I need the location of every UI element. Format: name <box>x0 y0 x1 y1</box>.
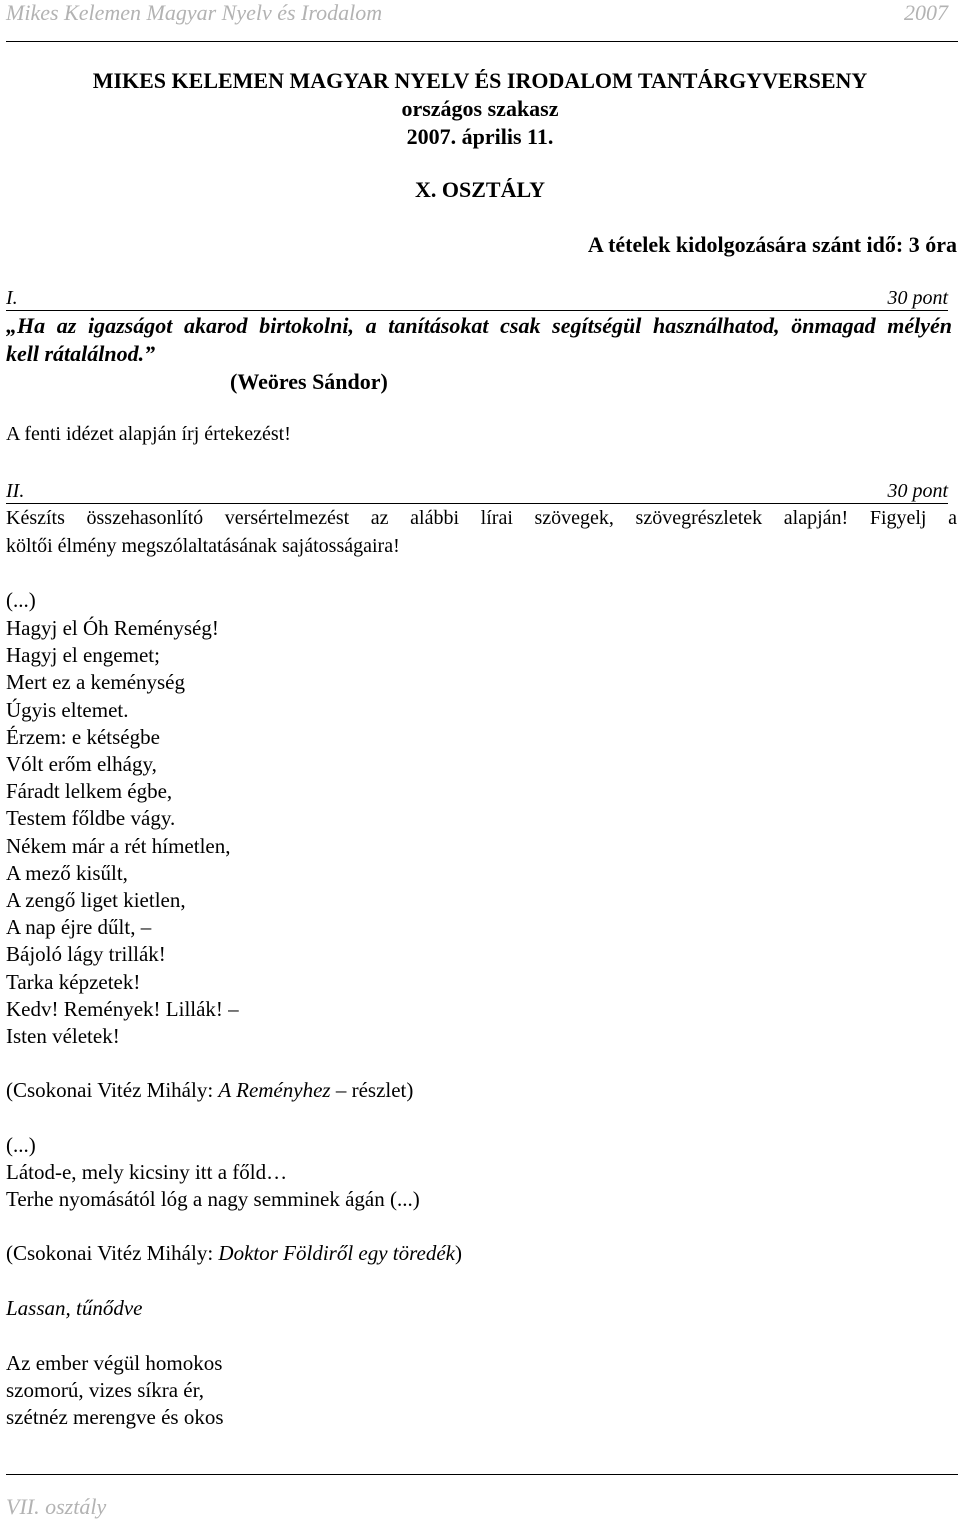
poem-line: A mező kisűlt, <box>6 860 128 885</box>
section1-points: 30 pont <box>887 287 948 309</box>
section1-quote-line2: kell rátalálnod.” <box>6 341 156 366</box>
poem2-source-title: Doktor Földiről egy töredék <box>218 1241 455 1265</box>
poem-line: Fáradt lelkem égbe, <box>6 779 173 804</box>
poem1-body <box>6 615 239 1050</box>
poem2-source-suffix: ) <box>455 1241 462 1265</box>
footer-label: VII. osztály <box>6 1494 107 1519</box>
poem-line: Látod-e, mely kicsiny itt a főld… <box>6 1160 288 1184</box>
poem3-title: Lassan, tűnődve <box>6 1296 143 1320</box>
poem-line: A zengő liget kietlen, <box>6 888 186 913</box>
section2-number: II. <box>6 480 25 502</box>
section1-quote-line1: „Ha az igazságot akarod birtokolni, a tanításokat csak segítségül használhatod, önmagad mélyén <box>6 313 952 338</box>
section2-task-line2: költői élmény megszólaltatásának sajátosságaira! <box>6 535 400 557</box>
poem-line: Mert ez a keménység <box>6 670 186 695</box>
poem-line: szétnéz merengve és okos <box>6 1405 224 1429</box>
section1-author: (Weöres Sándor) <box>230 369 388 394</box>
poem-line: Hagyj el engemet; <box>6 643 160 668</box>
section1-number: I. <box>6 287 18 309</box>
poem-line: A nap éjre dűlt, – <box>6 915 152 940</box>
competition-title: MIKES KELEMEN MAGYAR NYELV ÉS IRODALOM TANTÁRGYVERSENY <box>92 68 868 93</box>
competition-stage: országos szakasz <box>401 96 559 121</box>
time-limit: A tételek kidolgozására szánt idő: 3 óra <box>587 232 957 257</box>
poem1-ellipsis: (...) <box>6 588 36 612</box>
poem-line: Hagyj el Óh Reménység! <box>6 616 219 640</box>
header-rule <box>6 41 958 42</box>
poem2-source-prefix: (Csokonai Vitéz Mihály: <box>6 1241 219 1265</box>
poem1-source <box>6 1078 413 1103</box>
section1-task: A fenti idézet alapján írj értekezést! <box>6 423 291 445</box>
poem-line: Úgyis eltemet. <box>6 697 129 722</box>
poem-line: Terhe nyomásától lóg a nagy semminek ágán (...) <box>6 1187 420 1211</box>
class-label: X. OSZTÁLY <box>414 177 545 202</box>
poem2-ellipsis: (...) <box>6 1133 36 1157</box>
poem1-source-suffix: – részlet) <box>330 1078 414 1102</box>
competition-date: 2007. április 11. <box>406 124 554 149</box>
header-year: 2007 <box>904 0 948 25</box>
poem-line: szomorú, vizes síkra ér, <box>6 1378 205 1402</box>
section1-rule <box>6 310 948 311</box>
poem-line: Kedv! Remények! Lillák! – <box>6 996 239 1021</box>
poem2-source <box>6 1241 462 1266</box>
poem-line: Tarka képzetek! <box>6 969 141 994</box>
poem-line: Az ember végül homokos <box>6 1351 223 1375</box>
poem-line: Vólt erőm elhágy, <box>6 752 157 777</box>
poem-line: Bájoló lágy trillák! <box>6 942 166 967</box>
section2-points: 30 pont <box>887 480 948 502</box>
poem1-source-title: A Reményhez <box>218 1078 331 1102</box>
section2-task-line1: Készíts összehasonlító versértelmezést az alábbi lírai szövegek, szövegrészletek alapján! Figyelj a <box>6 507 957 529</box>
header-title: Mikes Kelemen Magyar Nyelv és Irodalom <box>6 0 383 25</box>
section2-rule <box>6 503 948 504</box>
poem-line: Isten véletek! <box>6 1024 120 1049</box>
poem-line: Testem főldbe vágy. <box>6 806 176 831</box>
poem-line: Nékem már a rét hímetlen, <box>6 833 231 858</box>
poem-line: Érzem: e kétségbe <box>6 724 160 749</box>
footer-rule <box>6 1474 958 1475</box>
poem1-source-prefix: (Csokonai Vitéz Mihály: <box>6 1078 219 1102</box>
